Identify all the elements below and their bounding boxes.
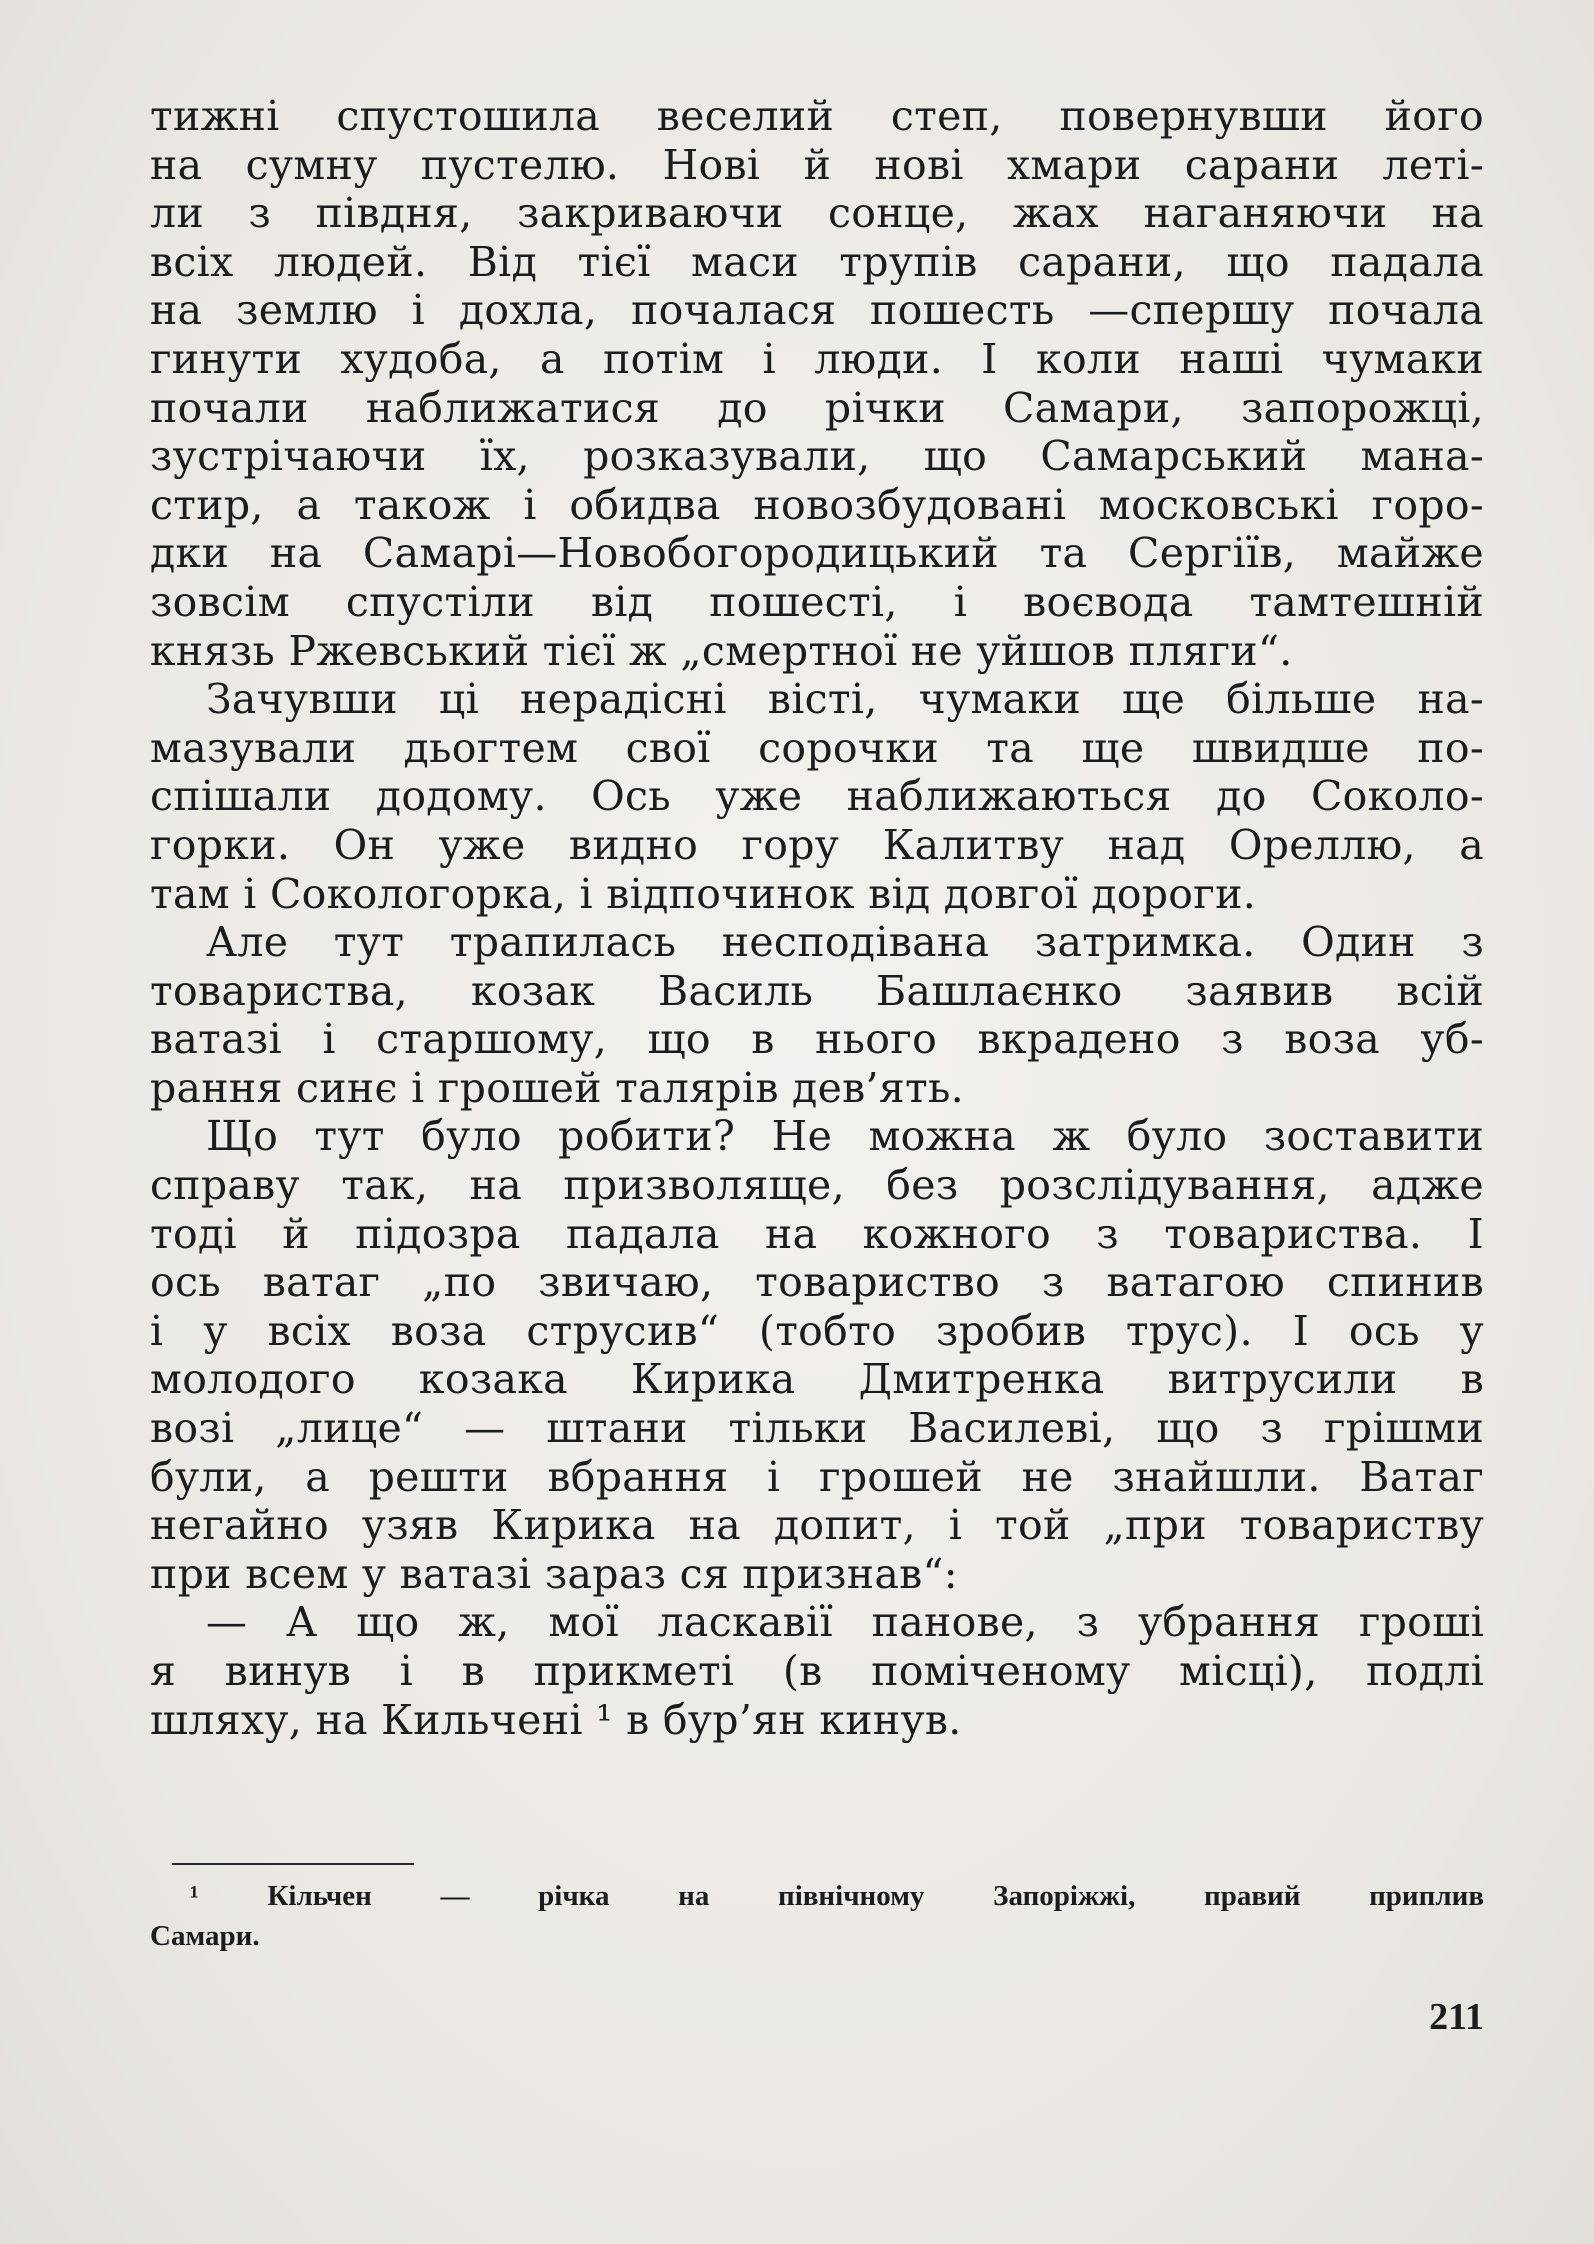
- footnote: [150, 1876, 1484, 1956]
- text-line: справу так, на призволяще, без розслідування, адже: [150, 1161, 1484, 1210]
- text-line: всіх людей. Від тієї маси трупів сарани, що падала: [150, 237, 1484, 286]
- text-line: стир, а також і обидва новозбудовані московські горо-: [150, 480, 1484, 529]
- text-line: тижні спустошила веселий степ, повернувши його: [150, 92, 1484, 140]
- text-line: шляху, на Кильчені ¹ в бур’ян кинув.: [150, 1695, 962, 1744]
- page-number: 211: [1429, 1996, 1484, 2038]
- text-line: возі „лице“ — штани тільки Василеві, що з грішми: [150, 1404, 1484, 1453]
- text-line: Але тут трапилась несподівана затримка. Один з: [206, 918, 1484, 967]
- text-line: при всем у ватазі зараз ся признав“:: [150, 1549, 958, 1598]
- text-line: ли з півдня, закриваючи сонце, жах наганяючи на: [150, 189, 1484, 238]
- text-line: були, а решти вбрання і грошей не знайшли. Ватаг: [150, 1452, 1484, 1501]
- text-line: негайно узяв Кирика на допит, і той „при товариству: [150, 1501, 1484, 1550]
- footnote-line: Самари.: [150, 1920, 260, 1952]
- text-line: — А що ж, мої ласкавії панове, з убрання гроші: [206, 1598, 1484, 1647]
- text-line: горки. Он уже видно гору Калитву над Ореллю, а: [150, 820, 1484, 869]
- text-line: і у всіх воза струсив“ (тобто зробив трус). І ось у: [150, 1306, 1484, 1355]
- text-line: князь Ржевський тієї ж „смертної не уйшов пляги“.: [150, 626, 1293, 675]
- text-line: почали наближатися до річки Самари, запорожці,: [150, 383, 1484, 432]
- footnote-line: ¹ Кільчен — річка на північному Запоріжжі, правий приплив: [190, 1880, 1484, 1912]
- text-line: товариства, козак Василь Башлаєнко заявив всій: [150, 966, 1484, 1015]
- text-line: я винув і в прикметі (в поміченому місці), подлі: [150, 1647, 1484, 1695]
- text-line: зустрічаючи їх, розказували, що Самарський мана-: [150, 432, 1484, 481]
- main-text: [150, 92, 1484, 1744]
- footnote-divider: [172, 1863, 414, 1865]
- text-line: рання синє і грошей талярів дев’ять.: [150, 1063, 964, 1112]
- text-line: молодого козака Кирика Дмитренка витрусили в: [150, 1355, 1484, 1404]
- text-line: мазували дьогтем свої сорочки та ще швидше по-: [150, 723, 1484, 772]
- text-line: Що тут було робити? Не можна ж було зоставити: [206, 1112, 1484, 1161]
- text-line: тоді й підозра падала на кожного з товариства. І: [150, 1209, 1484, 1258]
- text-line: зовсім спустіли від пошесті, і воєвода тамтешній: [150, 577, 1484, 626]
- text-line: Зачувши ці нерадісні вісті, чумаки ще більше на-: [206, 675, 1484, 724]
- text-line: дки на Самарі—Новобогородицький та Сергіїв, майже: [150, 529, 1484, 578]
- text-line: спішали додому. Ось уже наближаються до Соколо-: [150, 772, 1484, 821]
- text-line: на землю і дохла, почалася пошесть —спершу почала: [150, 286, 1484, 335]
- text-line: гинути худоба, а потім і люди. І коли наші чумаки: [150, 334, 1484, 383]
- text-line: ось ватаг „по звичаю, товариство з ватагою спинив: [150, 1258, 1484, 1307]
- text-line: там і Сокологорка, і відпочинок від довгої дороги.: [150, 869, 1257, 918]
- text-line: ватазі і старшому, що в нього вкрадено з воза уб-: [150, 1015, 1484, 1064]
- text-line: на сумну пустелю. Нові й нові хмари сарани леті-: [150, 140, 1484, 189]
